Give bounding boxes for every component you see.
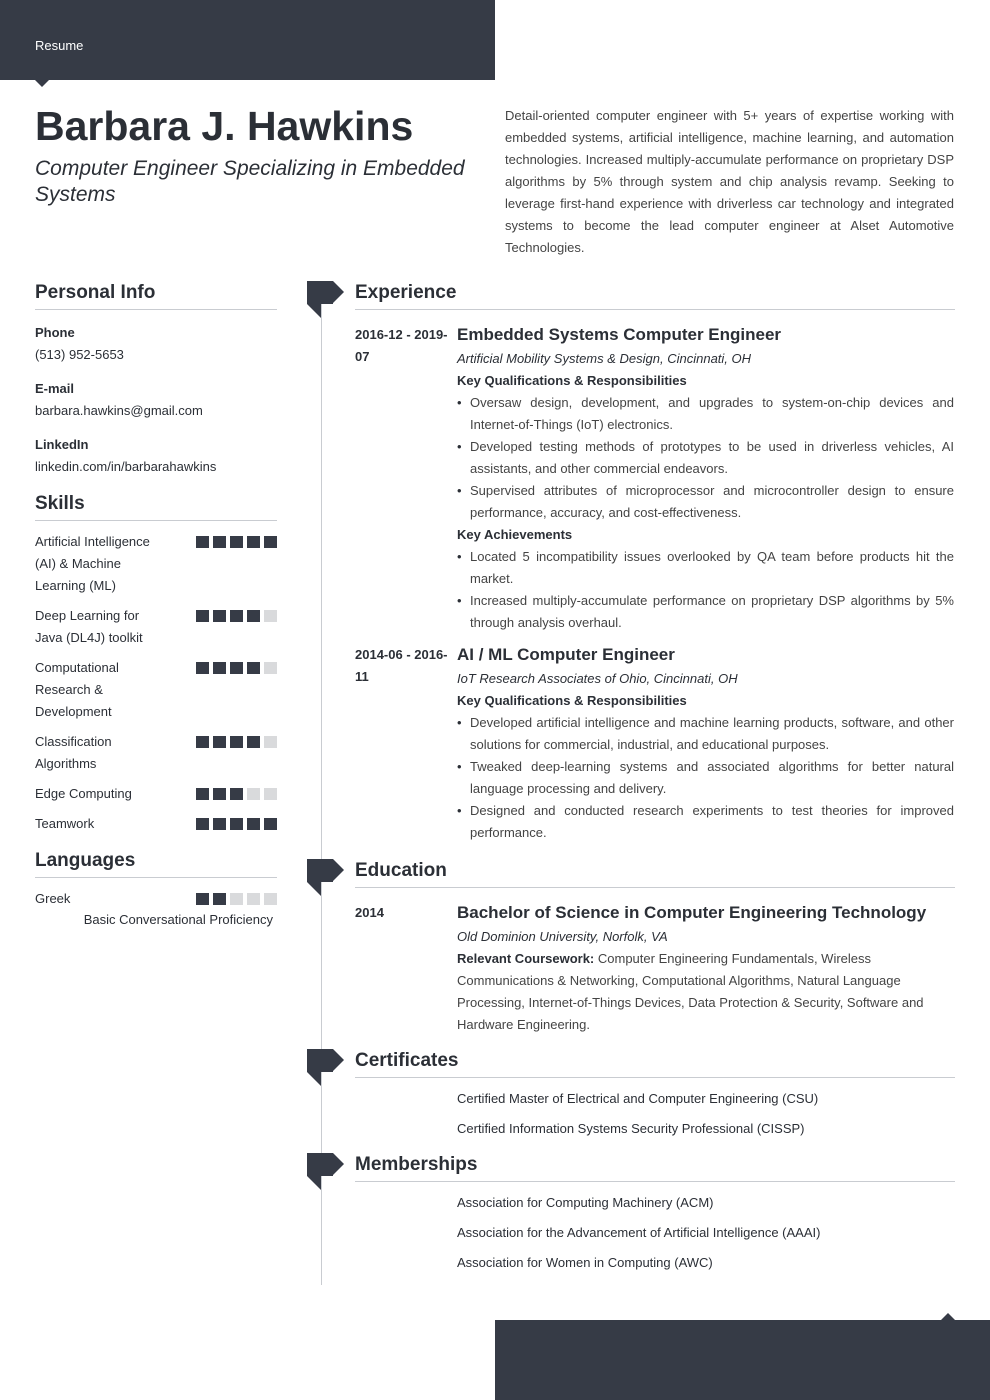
job-title: AI / ML Computer Engineer bbox=[457, 645, 675, 664]
header-notch bbox=[35, 80, 49, 87]
language-row bbox=[35, 888, 277, 910]
skill-level-dot bbox=[264, 536, 277, 548]
timeline-line bbox=[321, 300, 322, 1285]
skill-level-dot bbox=[213, 788, 226, 800]
candidate-headline: Computer Engineer Specializing in Embedded Systems bbox=[35, 157, 465, 206]
skill-level-dot bbox=[196, 662, 209, 674]
job-date: 2014-06 - 2016-11 bbox=[355, 647, 448, 684]
skill-level-dot bbox=[230, 536, 243, 548]
summary: Detail-oriented computer engineer with 5+ years of expertise working with embedded systems, artificial intelligence, machine learning, and automation technologies. Increased multiply-accumulate performance on proprietary DSP algorithms by 5% through system and chip analysis revamp. Seeking to leverage first-hand experience with driverless car technology and integrated systems to become the lead computer engineer at Alset Automotive Technologies. bbox=[505, 108, 954, 255]
skill-row bbox=[35, 605, 277, 649]
email-label: E-mail bbox=[35, 381, 75, 396]
personal-info-title: Personal Info bbox=[35, 282, 277, 310]
experience-title: Experience bbox=[355, 282, 955, 310]
job-date: 2016-12 - 2019-07 bbox=[355, 327, 448, 364]
skill-row bbox=[35, 783, 277, 805]
skill-level-dot bbox=[264, 818, 277, 830]
skill-level-dot bbox=[230, 788, 243, 800]
education-title: Education bbox=[355, 860, 955, 888]
candidate-name: Barbara J. Hawkins bbox=[35, 103, 414, 149]
certificates-flag-icon bbox=[307, 1049, 344, 1086]
skill-level-dot bbox=[247, 536, 260, 548]
language-level-dot bbox=[230, 893, 243, 905]
skill-level-dot bbox=[196, 736, 209, 748]
skill-level-dot bbox=[196, 788, 209, 800]
job-entry bbox=[355, 322, 955, 634]
skills-list bbox=[35, 531, 277, 835]
skill-row bbox=[35, 731, 277, 775]
job-company: IoT Research Associates of Ohio, Cincinnati, OH bbox=[457, 671, 738, 686]
experience-flag-icon bbox=[307, 281, 344, 318]
memberships-flag-icon bbox=[307, 1153, 344, 1190]
certificate-item: Certified Master of Electrical and Computer Engineering (CSU) bbox=[457, 1091, 819, 1106]
languages-title: Languages bbox=[35, 850, 277, 878]
footer-band bbox=[495, 1320, 990, 1400]
skill-level-dot bbox=[230, 610, 243, 622]
email-value: barbara.hawkins@gmail.com bbox=[35, 403, 203, 418]
skill-level-dots bbox=[196, 536, 277, 548]
skill-row bbox=[35, 531, 277, 597]
footer-notch bbox=[941, 1313, 955, 1320]
skill-level-dot bbox=[213, 818, 226, 830]
skill-level-dot bbox=[247, 788, 260, 800]
list-item: • Tweaked deep-learning systems and associated algorithms for better natural language processing and delivery. bbox=[457, 756, 954, 800]
skill-level-dot bbox=[213, 536, 226, 548]
degree-title: Bachelor of Science in Computer Engineering Technology bbox=[457, 903, 927, 922]
skill-level-dot bbox=[230, 736, 243, 748]
document-label: Resume bbox=[35, 38, 84, 53]
school-name: Old Dominion University, Norfolk, VA bbox=[457, 929, 668, 944]
skill-level-dot bbox=[264, 736, 277, 748]
coursework-text: Computer Engineering Fundamentals, Wireless Communications & Networking, Computational Algorithms, Natural Language Processing, Internet-of-Things Devices, Data Protection & Security, Software and Hardware Engineering. bbox=[457, 951, 924, 1032]
language-level-dot bbox=[264, 893, 277, 905]
languages-list bbox=[35, 888, 277, 930]
skill-level-dot bbox=[247, 610, 260, 622]
language-level-dot bbox=[213, 893, 226, 905]
skill-name: Artificial Intelligence (AI) & Machine Learning (ML) bbox=[35, 534, 150, 593]
language-level-dots bbox=[196, 893, 277, 905]
skill-level-dot bbox=[247, 736, 260, 748]
skill-level-dots bbox=[196, 662, 277, 674]
skill-name: Edge Computing bbox=[35, 786, 132, 801]
skill-level-dot bbox=[196, 536, 209, 548]
skill-level-dot bbox=[264, 662, 277, 674]
language-level-dot bbox=[247, 893, 260, 905]
skill-level-dot bbox=[247, 662, 260, 674]
header-band bbox=[0, 0, 495, 80]
membership-item: Association for Women in Computing (AWC) bbox=[457, 1255, 713, 1270]
language-name: Greek bbox=[35, 891, 71, 906]
list-item: • Designed and conducted research experiments to test theories for improved performance. bbox=[457, 800, 954, 844]
job-company: Artificial Mobility Systems & Design, Cincinnati, OH bbox=[457, 351, 752, 366]
education-flag-icon bbox=[307, 859, 344, 896]
phone-value: (513) 952-5653 bbox=[35, 347, 124, 362]
job-title: Embedded Systems Computer Engineer bbox=[457, 325, 782, 344]
list-item: • Supervised attributes of microprocessor and microcontroller design to ensure performance, accuracy, and cost-effectiveness. bbox=[457, 480, 954, 524]
achievements-heading: Key Achievements bbox=[457, 527, 573, 542]
skills-title: Skills bbox=[35, 493, 277, 521]
skill-row bbox=[35, 813, 277, 835]
certificates-title: Certificates bbox=[355, 1050, 955, 1078]
qualifications-heading: Key Qualifications & Responsibilities bbox=[457, 373, 687, 388]
coursework-label: Relevant Coursework: bbox=[457, 951, 595, 966]
certificates-section bbox=[355, 1050, 955, 1144]
education-date: 2014 bbox=[355, 905, 384, 920]
skill-row bbox=[35, 657, 277, 723]
skill-level-dot bbox=[230, 818, 243, 830]
skill-name: Computational Research & Development bbox=[35, 660, 119, 719]
skill-level-dot bbox=[213, 736, 226, 748]
education-section bbox=[355, 860, 955, 1036]
linkedin-label: LinkedIn bbox=[35, 437, 89, 452]
list-item: • Located 5 incompatibility issues overlooked by QA team before products hit the market. bbox=[457, 546, 954, 590]
experience-section bbox=[355, 282, 955, 844]
list-item: • Developed artificial intelligence and machine learning products, software, and other solutions for commercial, industrial, and educational purposes. bbox=[457, 712, 954, 756]
membership-item: Association for the Advancement of Artificial Intelligence (AAAI) bbox=[457, 1225, 821, 1240]
education-entry bbox=[355, 900, 955, 1036]
skill-level-dots bbox=[196, 788, 277, 800]
achievements-list bbox=[457, 546, 954, 634]
qualifications-list bbox=[457, 392, 954, 524]
memberships-title: Memberships bbox=[355, 1154, 955, 1182]
coursework bbox=[457, 948, 954, 1036]
language-level-dot bbox=[196, 893, 209, 905]
skill-level-dot bbox=[196, 610, 209, 622]
skill-level-dots bbox=[196, 818, 277, 830]
memberships-section bbox=[355, 1154, 955, 1278]
skill-level-dot bbox=[264, 610, 277, 622]
qualifications-list bbox=[457, 712, 954, 844]
skill-level-dots bbox=[196, 736, 277, 748]
certificate-item: Certified Information Systems Security Professional (CISSP) bbox=[457, 1121, 805, 1136]
phone-label: Phone bbox=[35, 325, 75, 340]
left-column bbox=[35, 282, 277, 930]
skill-level-dot bbox=[213, 662, 226, 674]
list-item: • Oversaw design, development, and upgrades to system-on-chip devices and Internet-of-Things (IoT) electronics. bbox=[457, 392, 954, 436]
skill-name: Teamwork bbox=[35, 816, 95, 831]
membership-item: Association for Computing Machinery (ACM) bbox=[457, 1195, 714, 1210]
list-item: • Developed testing methods of prototypes to be used in driverless vehicles, AI assistants, and other commercial endeavors. bbox=[457, 436, 954, 480]
skill-level-dot bbox=[247, 818, 260, 830]
skill-level-dot bbox=[213, 610, 226, 622]
skill-level-dot bbox=[230, 662, 243, 674]
language-proficiency: Basic Conversational Proficiency bbox=[83, 912, 273, 927]
skill-level-dots bbox=[196, 610, 277, 622]
skill-name: Classification Algorithms bbox=[35, 734, 112, 771]
qualifications-heading: Key Qualifications & Responsibilities bbox=[457, 693, 687, 708]
skill-level-dot bbox=[196, 818, 209, 830]
skill-level-dot bbox=[264, 788, 277, 800]
skill-name: Deep Learning for Java (DL4J) toolkit bbox=[35, 608, 143, 645]
linkedin-value: linkedin.com/in/barbarahawkins bbox=[35, 459, 217, 474]
list-item: • Increased multiply-accumulate performance on proprietary DSP algorithms by 5% through analysis overhaul. bbox=[457, 590, 954, 634]
job-entry bbox=[355, 642, 955, 844]
